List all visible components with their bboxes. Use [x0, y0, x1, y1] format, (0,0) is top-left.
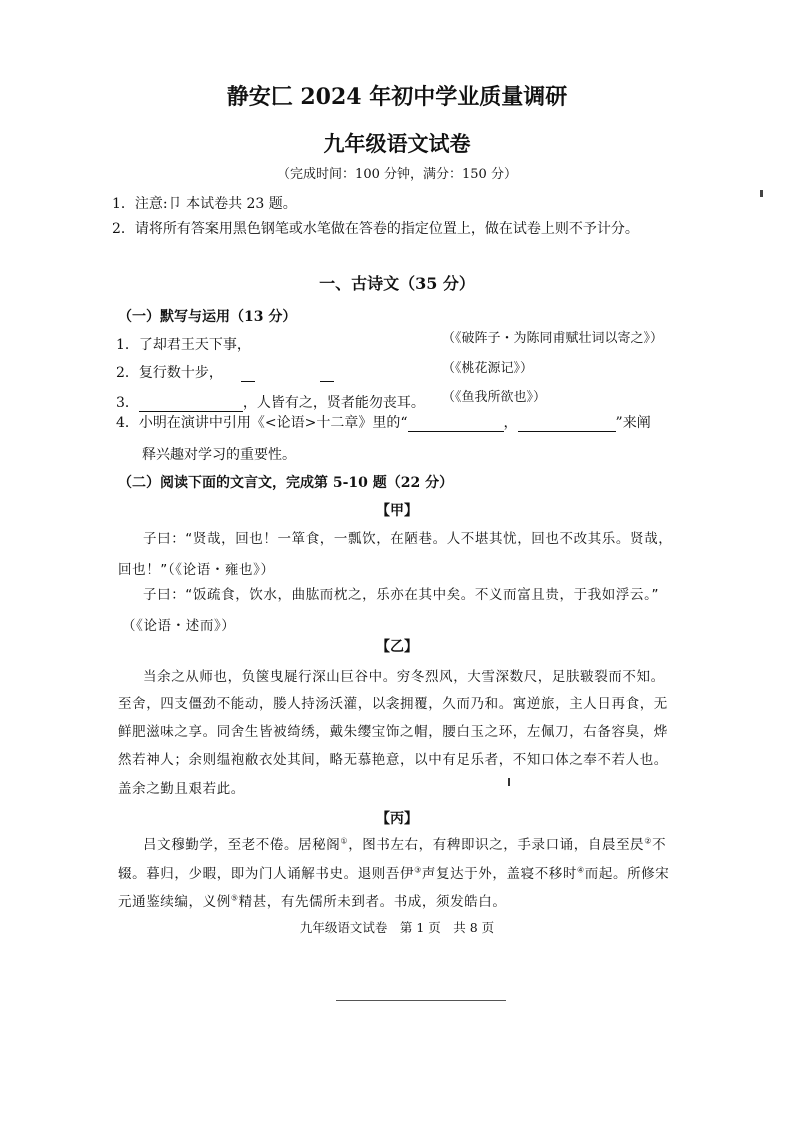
exam-title: 静安匚 2024 年初中学业质量调研 — [226, 84, 568, 110]
passage-bing-heading: 【丙】 — [376, 811, 418, 827]
question-3-number: 3． — [116, 395, 139, 411]
scan-speck — [508, 778, 510, 786]
answer-blank — [408, 417, 504, 432]
section-title: 一、古诗文（35 分） — [319, 274, 475, 293]
scan-speck — [760, 190, 763, 197]
answer-blank — [241, 367, 255, 382]
exam-info: （完成时间：100 分钟，满分：150 分） — [277, 167, 517, 182]
passage-yi-line: 当余之从师也，负箧曳屣行深山巨谷中。穷冬烈风，大雪深数尺，足肤皲裂而不知。 — [143, 669, 665, 685]
notice-1: 1．注意:卩 本试卷共 23 题。 — [112, 196, 297, 212]
exam-subtitle: 九年级语文试卷 — [323, 131, 471, 156]
passage-yi-line: 鲜肥滋味之享。同舍生皆被绮绣，戴朱缨宝饰之帽，腰白玉之环，左佩刀，右备容臭，烨 — [118, 724, 668, 740]
notice-2: 2．请将所有答案用黑色钢笔或水笔做在答卷的指定位置上，做在试卷上则不予计分。 — [112, 221, 639, 237]
question-3-text: ，人皆有之，贤者能勿丧耳。 — [242, 395, 425, 411]
answer-blank — [518, 417, 616, 432]
question-4 — [116, 412, 651, 432]
question-4-separator: ， — [503, 415, 518, 431]
footnote-marker: ③ — [414, 865, 422, 875]
question-4-prefix: 4．小明在演讲中引用《<论语>十二章》里的“ — [116, 415, 408, 431]
passage-yi-heading: 【乙】 — [376, 639, 418, 655]
passage-jia-line: （《论语・述而》） — [122, 618, 236, 634]
page-footer: 九年级语文试卷 第 1 页 共 8 页 — [299, 920, 495, 935]
passage-jia-line: 子曰：“饭疏食，饮水，曲肱而枕之，乐亦在其中矣。不义而富且贵，于我如浮云。” — [143, 587, 660, 603]
passage-text: 声复达于外，盖寝不移时 — [421, 866, 577, 882]
passage-bing-line — [143, 833, 666, 853]
question-3 — [116, 392, 425, 412]
passage-text: ，图书左右，有稗即识之，手录口诵，自晨至昃 — [348, 837, 645, 853]
passage-jia-line: 回也！”（《论语・雍也》） — [118, 562, 275, 578]
passage-bing-line — [118, 890, 507, 910]
footnote-marker: ② — [644, 836, 653, 846]
question-2-source: （《桃花源记》） — [442, 361, 534, 376]
footnote-marker: ⑤ — [230, 893, 239, 903]
part-title-recitation: （一）默写与运用（13 分） — [118, 309, 297, 325]
question-4-suffix: ”来阐 — [615, 415, 651, 431]
footnote-marker: ④ — [577, 865, 585, 875]
answer-blank — [320, 367, 334, 382]
passage-yi-line: 盖余之勤且艰若此。 — [118, 781, 245, 797]
passage-yi-line: 至舍，四支僵劲不能动，媵人持汤沃灌，以衾拥覆，久而乃和。寓逆旅，主人日再食，无 — [118, 696, 668, 712]
bottom-divider — [336, 1000, 506, 1001]
question-1 — [116, 334, 251, 354]
passage-jia-line: 子曰：“贤哉，回也！一箪食，一瓢饮，在陋巷。人不堪其忧，回也不改其乐。贤哉， — [143, 531, 673, 547]
passage-text: 元通鉴续编，义例 — [118, 894, 231, 910]
question-1-text: 1．了却君王天下事， — [116, 337, 251, 353]
passage-text: 吕文穆勤学，至老不倦。居秘阁 — [143, 837, 341, 853]
answer-blank — [139, 397, 243, 412]
passage-text: 精甚，有先儒所未到者。书成，须发皓白。 — [238, 894, 507, 910]
question-1-source: （《破阵子・为陈同甫赋壮词以寄之》） — [442, 331, 664, 346]
passage-text: 辍。暮归，少暇，即为门人诵解书史。退则吾伊 — [118, 866, 415, 882]
passage-text: 而起。所修宋 — [584, 866, 670, 882]
part-title-reading: （二）阅读下面的文言文，完成第 5-10 题（22 分） — [118, 475, 454, 491]
question-2 — [116, 362, 334, 382]
passage-text: 不 — [652, 837, 667, 853]
passage-bing-line — [118, 862, 669, 882]
question-4-continuation: 释兴趣对学习的重要性。 — [142, 447, 296, 463]
question-3-source: （《鱼我所欲也》） — [442, 390, 547, 405]
footnote-marker: ① — [340, 836, 349, 846]
passage-yi-line: 然若神人；余则缊袍敝衣处其间，略无慕艳意，以中有足乐者，不知口体之奉不若人也。 — [118, 752, 668, 768]
question-2-text: 2．复行数十步， — [116, 365, 223, 381]
passage-jia-heading: 【甲】 — [376, 503, 418, 519]
